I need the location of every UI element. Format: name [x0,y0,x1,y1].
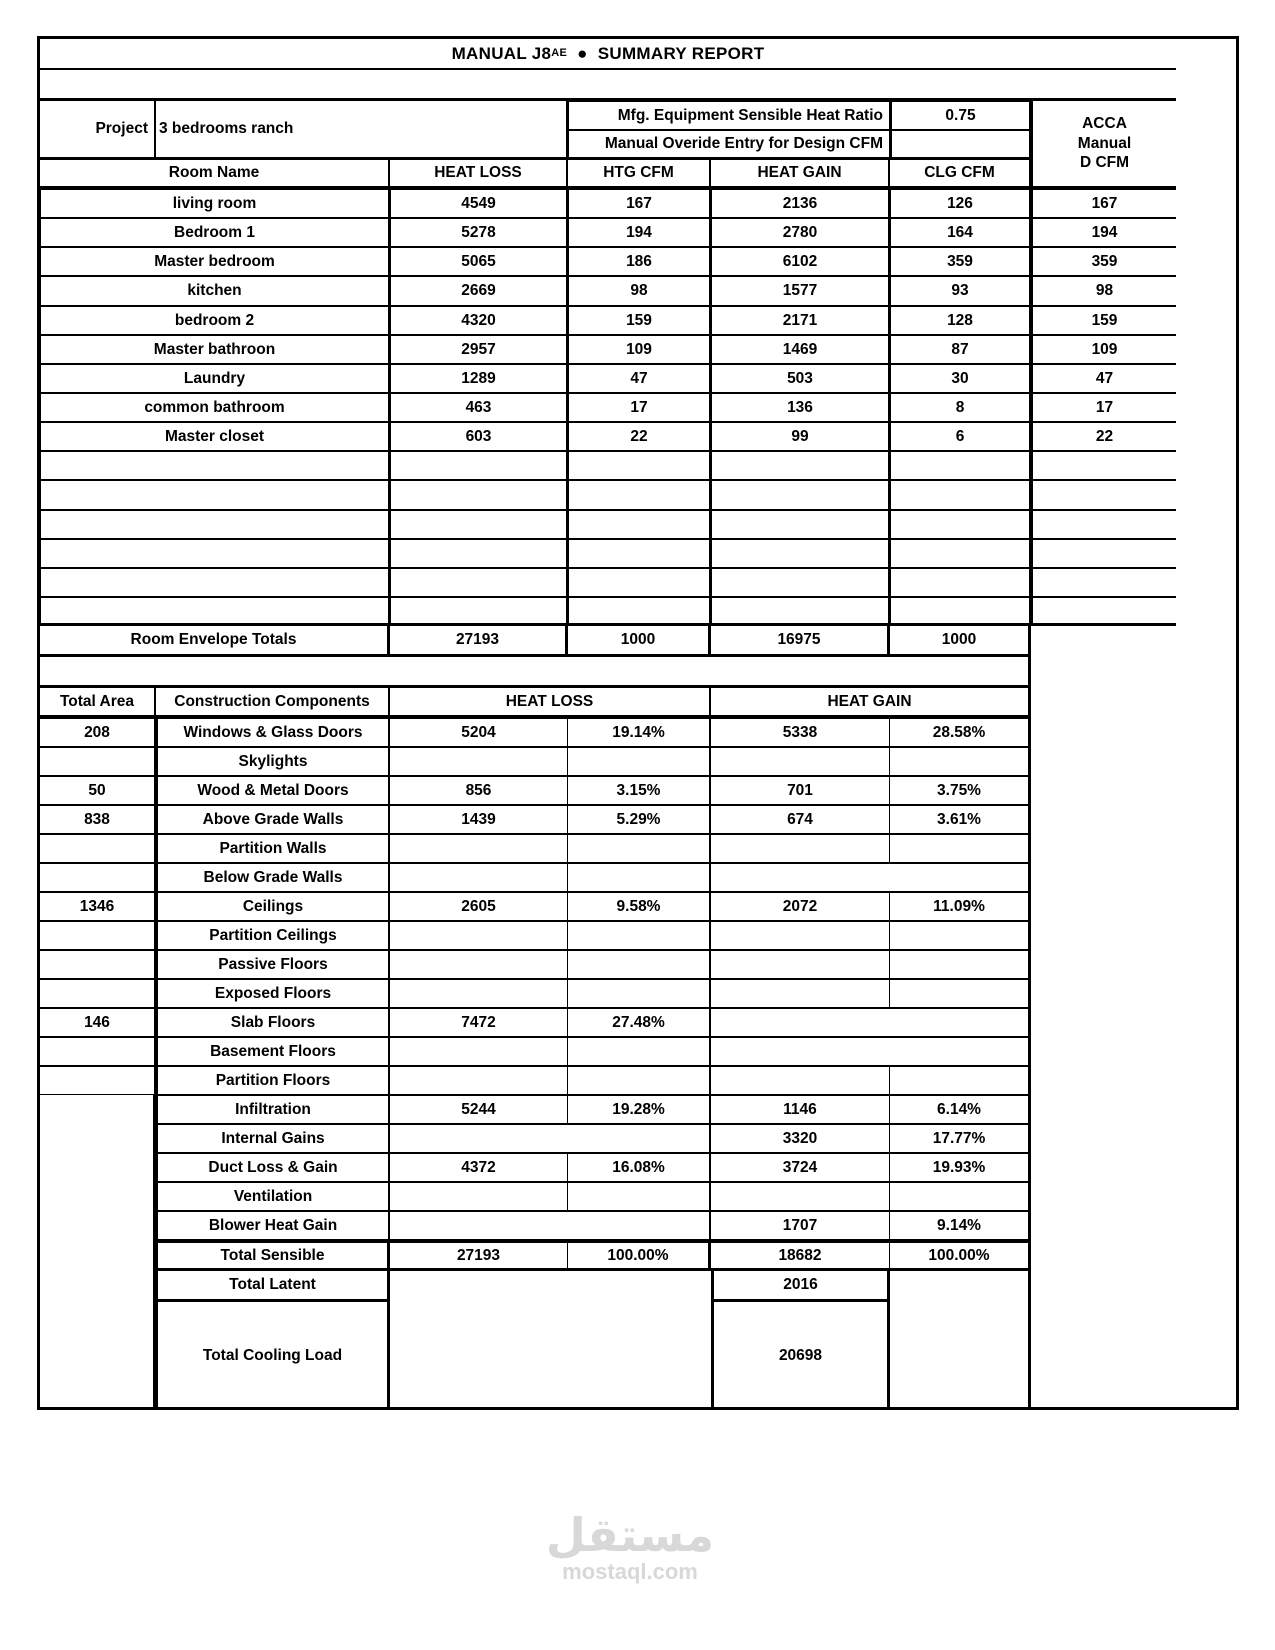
component-name: Above Grade Walls [156,805,390,834]
room-row-cell: 2136 [711,189,890,218]
heat-loss-percent [568,921,711,950]
override-label: Manual Overide Entry for Design CFM [568,130,890,159]
empty-room-cell [568,568,711,597]
heat-gain-percent: 28.58% [890,718,1031,747]
room-row-cell: 47 [1031,364,1176,393]
heat-loss-percent [568,863,711,892]
heat-loss-percent [568,1066,711,1095]
empty-room-cell [890,539,1031,568]
room-row-cell: 22 [1031,422,1176,451]
heat-gain-percent [890,1182,1031,1211]
heat-gain-percent: 3.61% [890,805,1031,834]
empty-room-cell [890,597,1031,626]
heat-gain-percent: 9.14% [890,1211,1031,1240]
empty-room-cell [711,451,890,480]
empty-room-cell [40,480,390,510]
heat-gain-header: HEAT GAIN [711,159,890,189]
heat-loss-value [390,1066,568,1095]
heat-loss-percent [568,747,711,776]
total-area-cell: 208 [40,718,156,747]
room-row-cell: common bathroom [40,393,390,422]
heat-gain-merged [711,1037,1031,1066]
empty-room-cell [890,480,1031,510]
total-area-cell: 1346 [40,892,156,921]
room-row-cell: 2957 [390,335,568,364]
heat-gain-value [711,979,890,1008]
total-sensible-heat-gain: 18682 [711,1240,890,1271]
watermark [540,1510,720,1584]
room-row-cell: 126 [890,189,1031,218]
heat-loss-value [390,921,568,950]
empty-room-cell [390,510,568,539]
empty-room-cell [1031,451,1176,480]
total-cooling-load-value: 20698 [711,1302,890,1410]
total-sensible-heat-gain-percent: 100.00% [890,1240,1031,1271]
room-row-cell: 47 [568,364,711,393]
right-blank-column [1031,626,1176,1410]
total-area-cell [40,1066,156,1095]
heat-loss-percent: 19.14% [568,718,711,747]
component-heat-loss-header: HEAT LOSS [390,688,711,718]
heat-gain-value: 701 [711,776,890,805]
heat-gain-percent [890,979,1031,1008]
component-name: Partition Ceilings [156,921,390,950]
room-envelope-totals-label: Room Envelope Totals [40,626,390,657]
heat-gain-percent [890,1066,1031,1095]
room-row-cell: living room [40,189,390,218]
heat-gain-value: 3320 [711,1124,890,1153]
heat-gain-value: 674 [711,805,890,834]
heat-loss-value: 5244 [390,1095,568,1124]
empty-room-cell [568,539,711,568]
component-name: Ventilation [156,1182,390,1211]
empty-room-cell [40,568,390,597]
room-row-cell: 6 [890,422,1031,451]
heat-loss-percent [568,979,711,1008]
empty-room-cell [711,539,890,568]
component-name: Passive Floors [156,950,390,979]
total-area-cell: 50 [40,776,156,805]
component-heat-gain-header: HEAT GAIN [711,688,1031,718]
heat-loss-merged [390,1211,711,1240]
heat-gain-percent: 11.09% [890,892,1031,921]
total-sensible-heat-loss-percent: 100.00% [568,1240,711,1271]
room-row-cell: 2171 [711,306,890,335]
empty-room-cell [711,510,890,539]
component-name: Slab Floors [156,1008,390,1037]
heat-gain-percent [890,950,1031,979]
total-area-cell [40,979,156,1008]
room-row-cell: Master bedroom [40,247,390,276]
room-row-cell: 22 [568,422,711,451]
component-name: Partition Floors [156,1066,390,1095]
component-name: Windows & Glass Doors [156,718,390,747]
heat-gain-value [711,921,890,950]
heat-loss-value: 1439 [390,805,568,834]
heat-gain-percent [890,834,1031,863]
heat-loss-value: 4372 [390,1153,568,1182]
heat-loss-value [390,747,568,776]
clg-cfm-header: CLG CFM [890,159,1031,189]
empty-room-cell [890,510,1031,539]
total-cooling-load-label: Total Cooling Load [156,1302,390,1410]
room-envelope-total: 1000 [890,626,1031,657]
blank-row [40,657,1031,688]
component-name: Exposed Floors [156,979,390,1008]
heat-gain-merged [711,863,1031,892]
override-value [890,130,1031,159]
room-row-cell: bedroom 2 [40,306,390,335]
heat-gain-value: 3724 [711,1153,890,1182]
room-row-cell: 5278 [390,218,568,247]
room-row-cell: 2780 [711,218,890,247]
room-row-cell: 30 [890,364,1031,393]
total-area-cell: 838 [40,805,156,834]
empty-room-cell [390,480,568,510]
heat-gain-value [711,1066,890,1095]
empty-room-cell [40,510,390,539]
room-row-cell: 128 [890,306,1031,335]
empty-room-cell [890,451,1031,480]
empty-room-cell [40,539,390,568]
heat-loss-percent: 9.58% [568,892,711,921]
construction-components-header: Construction Components [156,688,390,718]
room-row-cell: 17 [1031,393,1176,422]
empty-room-cell [711,597,890,626]
area-blank-merged [40,1095,156,1410]
heat-gain-value [711,1182,890,1211]
component-name: Infiltration [156,1095,390,1124]
watermark-latin: mostaql.com [562,1559,698,1584]
component-name: Skylights [156,747,390,776]
room-row-cell: Bedroom 1 [40,218,390,247]
room-row-cell: 194 [568,218,711,247]
empty-room-cell [40,597,390,626]
empty-room-cell [390,451,568,480]
heat-loss-percent: 19.28% [568,1095,711,1124]
heat-gain-percent: 6.14% [890,1095,1031,1124]
title-bullet: ● [577,43,588,63]
room-row-cell: 463 [390,393,568,422]
room-row-cell: 99 [711,422,890,451]
project-name: 3 bedrooms ranch [156,101,568,159]
blank-row [40,70,1176,101]
shr-label: Mfg. Equipment Sensible Heat Ratio [568,101,890,130]
component-name: Ceilings [156,892,390,921]
room-row-cell: Laundry [40,364,390,393]
total-area-cell [40,747,156,776]
room-row-cell: 87 [890,335,1031,364]
component-name: Basement Floors [156,1037,390,1066]
heat-loss-value: 856 [390,776,568,805]
empty-room-cell [1031,480,1176,510]
empty-room-cell [1031,539,1176,568]
room-name-header: Room Name [40,159,390,189]
empty-room-cell [1031,568,1176,597]
total-area-cell [40,834,156,863]
component-name: Internal Gains [156,1124,390,1153]
room-row-cell: 136 [711,393,890,422]
heat-loss-merged [390,1124,711,1153]
heat-gain-value: 2072 [711,892,890,921]
total-latent-label: Total Latent [156,1271,390,1302]
heat-loss-value [390,979,568,1008]
room-row-cell: 4320 [390,306,568,335]
heat-loss-value [390,1037,568,1066]
room-row-cell: 164 [890,218,1031,247]
empty-room-cell [568,451,711,480]
heat-gain-value: 1146 [711,1095,890,1124]
room-envelope-total: 1000 [568,626,711,657]
total-area-header: Total Area [40,688,156,718]
component-name: Duct Loss & Gain [156,1153,390,1182]
title-subscript: AE [551,46,568,59]
room-row-cell: 8 [890,393,1031,422]
room-row-cell: 167 [568,189,711,218]
room-row-cell: 359 [890,247,1031,276]
room-row-cell: 93 [890,276,1031,306]
empty-room-cell [890,568,1031,597]
room-row-cell: 5065 [390,247,568,276]
heat-loss-percent [568,1037,711,1066]
heat-gain-merged [711,1008,1031,1037]
heat-loss-percent [568,950,711,979]
total-area-cell [40,863,156,892]
empty-room-cell [568,480,711,510]
heat-loss-value [390,834,568,863]
empty-room-cell [568,597,711,626]
heat-gain-value: 1707 [711,1211,890,1240]
shr-value: 0.75 [890,101,1031,130]
empty-room-cell [711,568,890,597]
empty-room-cell [1031,510,1176,539]
report-title [40,39,1176,70]
total-area-cell [40,921,156,950]
heat-loss-percent: 16.08% [568,1153,711,1182]
acca-manual-d-cfm-header: ACCA Manual D CFM [1031,101,1176,189]
room-row-cell: kitchen [40,276,390,306]
component-name: Below Grade Walls [156,863,390,892]
heat-loss-value: 2605 [390,892,568,921]
room-row-cell: Master bathroon [40,335,390,364]
room-row-cell: 503 [711,364,890,393]
room-envelope-total: 16975 [711,626,890,657]
component-name: Blower Heat Gain [156,1211,390,1240]
heat-loss-percent [568,834,711,863]
room-row-cell: 17 [568,393,711,422]
total-latent-value: 2016 [711,1271,890,1302]
heat-loss-percent: 5.29% [568,805,711,834]
total-sensible-label: Total Sensible [156,1240,390,1271]
heat-gain-value [711,834,890,863]
heat-gain-percent [890,747,1031,776]
heat-loss-percent [568,1182,711,1211]
room-row-cell: 98 [1031,276,1176,306]
heat-gain-percent: 19.93% [890,1153,1031,1182]
total-area-cell [40,1037,156,1066]
title-main: MANUAL J8 [451,43,552,63]
project-label: Project [40,101,156,159]
summary-report-sheet [37,36,1239,1410]
room-row-cell: 4549 [390,189,568,218]
empty-room-cell [1031,597,1176,626]
room-row-cell: 1577 [711,276,890,306]
empty-room-cell [390,539,568,568]
heat-gain-percent [890,921,1031,950]
heat-loss-percent: 27.48% [568,1008,711,1037]
heat-gain-percent: 17.77% [890,1124,1031,1153]
room-row-cell: 186 [568,247,711,276]
heat-loss-value [390,950,568,979]
empty-room-cell [390,568,568,597]
room-row-cell: 109 [1031,335,1176,364]
totals-gain-blank [890,1271,1031,1410]
total-sensible-heat-loss: 27193 [390,1240,568,1271]
watermark-arabic: مستقل [545,1508,715,1562]
component-name: Wood & Metal Doors [156,776,390,805]
empty-room-cell [390,597,568,626]
room-row-cell: 359 [1031,247,1176,276]
total-area-cell: 146 [40,1008,156,1037]
empty-room-cell [711,480,890,510]
room-row-cell: 167 [1031,189,1176,218]
room-envelope-total: 27193 [390,626,568,657]
empty-room-cell [40,451,390,480]
htg-cfm-header: HTG CFM [568,159,711,189]
heat-gain-percent: 3.75% [890,776,1031,805]
totals-blank-merged [390,1271,711,1410]
empty-room-cell [568,510,711,539]
room-row-cell: 109 [568,335,711,364]
heat-loss-header: HEAT LOSS [390,159,568,189]
title-rest: SUMMARY REPORT [597,43,765,63]
room-row-cell: 6102 [711,247,890,276]
room-row-cell: 98 [568,276,711,306]
room-row-cell: 159 [568,306,711,335]
room-row-cell: 194 [1031,218,1176,247]
room-row-cell: 159 [1031,306,1176,335]
heat-loss-percent: 3.15% [568,776,711,805]
room-row-cell: 1289 [390,364,568,393]
heat-gain-value [711,747,890,776]
room-row-cell: 1469 [711,335,890,364]
heat-loss-value: 7472 [390,1008,568,1037]
heat-gain-value: 5338 [711,718,890,747]
heat-loss-value: 5204 [390,718,568,747]
room-row-cell: 603 [390,422,568,451]
heat-loss-value [390,863,568,892]
room-row-cell: 2669 [390,276,568,306]
total-area-cell [40,950,156,979]
component-name: Partition Walls [156,834,390,863]
heat-loss-value [390,1182,568,1211]
room-row-cell: Master closet [40,422,390,451]
heat-gain-value [711,950,890,979]
